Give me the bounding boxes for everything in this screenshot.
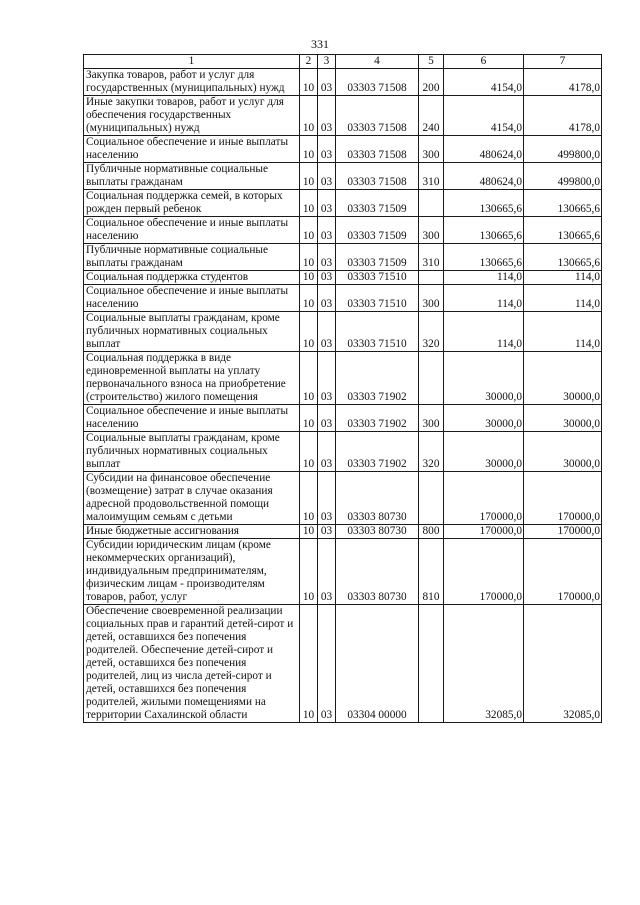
row-section: 10 bbox=[300, 472, 318, 525]
row-name: Субсидии юридическим лицам (кроме некоммерческих организаций), индивидуальным предпринимателям, физическим лицам - производителям товаров, работ, услуг bbox=[84, 539, 300, 605]
header-col-2: 2 bbox=[300, 55, 318, 69]
table-row bbox=[84, 163, 602, 190]
row-expense-type bbox=[419, 605, 444, 723]
row-amount-year1: 4154,0 bbox=[444, 96, 524, 136]
row-expense-type bbox=[419, 352, 444, 405]
row-amount-year2: 4178,0 bbox=[524, 69, 602, 96]
row-amount-year2: 30000,0 bbox=[524, 352, 602, 405]
row-target-article: 03303 71508 bbox=[336, 163, 419, 190]
row-amount-year2: 170000,0 bbox=[524, 539, 602, 605]
row-section: 10 bbox=[300, 69, 318, 96]
row-subsection: 03 bbox=[318, 163, 336, 190]
row-expense-type: 810 bbox=[419, 539, 444, 605]
row-name: Субсидии на финансовое обеспечение (возмещение) затрат в случае оказания адресной продовольственной помощи малоимущим семьям с детьми bbox=[84, 472, 300, 525]
row-name: Закупка товаров, работ и услуг для государственных (муниципальных) нужд bbox=[84, 69, 300, 96]
row-name: Социальные выплаты гражданам, кроме публичных нормативных социальных выплат bbox=[84, 312, 300, 352]
row-target-article: 03303 80730 bbox=[336, 472, 419, 525]
row-amount-year1: 114,0 bbox=[444, 312, 524, 352]
table-row bbox=[84, 525, 602, 539]
row-subsection: 03 bbox=[318, 405, 336, 432]
row-expense-type: 240 bbox=[419, 96, 444, 136]
row-section: 10 bbox=[300, 96, 318, 136]
table-row bbox=[84, 285, 602, 312]
row-name: Социальное обеспечение и иные выплаты населению bbox=[84, 217, 300, 244]
row-target-article: 03304 00000 bbox=[336, 605, 419, 723]
row-amount-year1: 32085,0 bbox=[444, 605, 524, 723]
row-amount-year2: 499800,0 bbox=[524, 136, 602, 163]
row-amount-year1: 30000,0 bbox=[444, 405, 524, 432]
row-section: 10 bbox=[300, 525, 318, 539]
row-subsection: 03 bbox=[318, 312, 336, 352]
row-amount-year1: 30000,0 bbox=[444, 352, 524, 405]
row-target-article: 03303 71902 bbox=[336, 405, 419, 432]
row-name: Публичные нормативные социальные выплаты гражданам bbox=[84, 163, 300, 190]
row-target-article: 03303 71509 bbox=[336, 217, 419, 244]
row-name: Социальные выплаты гражданам, кроме публичных нормативных социальных выплат bbox=[84, 432, 300, 472]
header-col-6: 6 bbox=[444, 55, 524, 69]
row-subsection: 03 bbox=[318, 525, 336, 539]
row-name: Социальное обеспечение и иные выплаты населению bbox=[84, 136, 300, 163]
table-row bbox=[84, 217, 602, 244]
row-subsection: 03 bbox=[318, 244, 336, 271]
header-col-4: 4 bbox=[336, 55, 419, 69]
header-col-1: 1 bbox=[84, 55, 300, 69]
row-section: 10 bbox=[300, 405, 318, 432]
row-section: 10 bbox=[300, 605, 318, 723]
page-number: 331 bbox=[311, 37, 329, 51]
row-section: 10 bbox=[300, 163, 318, 190]
table-row bbox=[84, 432, 602, 472]
table-row bbox=[84, 69, 602, 96]
row-subsection: 03 bbox=[318, 432, 336, 472]
row-amount-year1: 130665,6 bbox=[444, 217, 524, 244]
row-subsection: 03 bbox=[318, 69, 336, 96]
row-subsection: 03 bbox=[318, 190, 336, 217]
row-expense-type: 320 bbox=[419, 312, 444, 352]
row-amount-year2: 130665,6 bbox=[524, 190, 602, 217]
row-amount-year1: 480624,0 bbox=[444, 163, 524, 190]
row-amount-year2: 114,0 bbox=[524, 312, 602, 352]
row-subsection: 03 bbox=[318, 96, 336, 136]
row-expense-type bbox=[419, 472, 444, 525]
row-expense-type: 300 bbox=[419, 285, 444, 312]
row-target-article: 03303 71509 bbox=[336, 244, 419, 271]
row-subsection: 03 bbox=[318, 539, 336, 605]
row-section: 10 bbox=[300, 244, 318, 271]
row-name: Социальное обеспечение и иные выплаты населению bbox=[84, 405, 300, 432]
table-row bbox=[84, 405, 602, 432]
table-row bbox=[84, 136, 602, 163]
row-subsection: 03 bbox=[318, 285, 336, 312]
row-amount-year1: 170000,0 bbox=[444, 539, 524, 605]
table-row bbox=[84, 271, 602, 285]
row-target-article: 03303 71902 bbox=[336, 432, 419, 472]
row-name: Социальная поддержка семей, в которых рожден первый ребенок bbox=[84, 190, 300, 217]
row-section: 10 bbox=[300, 539, 318, 605]
row-amount-year2: 130665,6 bbox=[524, 217, 602, 244]
row-target-article: 03303 71510 bbox=[336, 312, 419, 352]
row-name: Иные бюджетные ассигнования bbox=[84, 525, 300, 539]
table-row bbox=[84, 605, 602, 723]
row-amount-year1: 170000,0 bbox=[444, 525, 524, 539]
row-amount-year2: 32085,0 bbox=[524, 605, 602, 723]
budget-table bbox=[83, 54, 602, 723]
row-amount-year2: 4178,0 bbox=[524, 96, 602, 136]
row-amount-year2: 170000,0 bbox=[524, 525, 602, 539]
row-name: Публичные нормативные социальные выплаты гражданам bbox=[84, 244, 300, 271]
table-row bbox=[84, 472, 602, 525]
row-subsection: 03 bbox=[318, 472, 336, 525]
row-amount-year2: 114,0 bbox=[524, 285, 602, 312]
row-amount-year2: 30000,0 bbox=[524, 432, 602, 472]
row-expense-type: 310 bbox=[419, 244, 444, 271]
table-row bbox=[84, 244, 602, 271]
row-section: 10 bbox=[300, 217, 318, 244]
row-expense-type: 300 bbox=[419, 136, 444, 163]
row-subsection: 03 bbox=[318, 352, 336, 405]
row-amount-year1: 30000,0 bbox=[444, 432, 524, 472]
row-amount-year2: 170000,0 bbox=[524, 472, 602, 525]
row-subsection: 03 bbox=[318, 605, 336, 723]
row-expense-type: 310 bbox=[419, 163, 444, 190]
row-section: 10 bbox=[300, 190, 318, 217]
row-amount-year2: 130665,6 bbox=[524, 244, 602, 271]
row-amount-year1: 170000,0 bbox=[444, 472, 524, 525]
row-amount-year1: 130665,6 bbox=[444, 244, 524, 271]
row-name: Социальная поддержка в виде единовременной выплаты на уплату первоначального взноса на приобретение (строительство) жилого помещения bbox=[84, 352, 300, 405]
row-section: 10 bbox=[300, 136, 318, 163]
table-header-row bbox=[84, 55, 602, 69]
row-expense-type: 320 bbox=[419, 432, 444, 472]
row-name: Социальное обеспечение и иные выплаты населению bbox=[84, 285, 300, 312]
row-target-article: 03303 71508 bbox=[336, 96, 419, 136]
row-subsection: 03 bbox=[318, 217, 336, 244]
row-target-article: 03303 71509 bbox=[336, 190, 419, 217]
row-target-article: 03303 71508 bbox=[336, 69, 419, 96]
header-col-5: 5 bbox=[419, 55, 444, 69]
header-col-7: 7 bbox=[524, 55, 602, 69]
row-name: Социальная поддержка студентов bbox=[84, 271, 300, 285]
row-section: 10 bbox=[300, 271, 318, 285]
table-row bbox=[84, 190, 602, 217]
row-target-article: 03303 80730 bbox=[336, 539, 419, 605]
row-expense-type bbox=[419, 190, 444, 217]
row-expense-type: 300 bbox=[419, 217, 444, 244]
row-expense-type: 800 bbox=[419, 525, 444, 539]
row-amount-year1: 130665,6 bbox=[444, 190, 524, 217]
row-subsection: 03 bbox=[318, 271, 336, 285]
row-expense-type bbox=[419, 271, 444, 285]
table-row bbox=[84, 312, 602, 352]
row-amount-year1: 114,0 bbox=[444, 271, 524, 285]
row-amount-year1: 4154,0 bbox=[444, 69, 524, 96]
row-amount-year1: 114,0 bbox=[444, 285, 524, 312]
row-target-article: 03303 71510 bbox=[336, 285, 419, 312]
row-section: 10 bbox=[300, 285, 318, 312]
row-target-article: 03303 71510 bbox=[336, 271, 419, 285]
row-expense-type: 200 bbox=[419, 69, 444, 96]
header-col-3: 3 bbox=[318, 55, 336, 69]
row-name: Иные закупки товаров, работ и услуг для обеспечения государственных (муниципальных) нужд bbox=[84, 96, 300, 136]
row-section: 10 bbox=[300, 352, 318, 405]
row-amount-year2: 499800,0 bbox=[524, 163, 602, 190]
row-target-article: 03303 71508 bbox=[336, 136, 419, 163]
row-target-article: 03303 71902 bbox=[336, 352, 419, 405]
row-expense-type: 300 bbox=[419, 405, 444, 432]
row-name: Обеспечение своевременной реализации социальных прав и гарантий детей-сирот и детей, оставшихся без попечения родителей. Обеспечение детей-сирот и детей, оставшихся без попечения родителей, лиц из числа детей-сирот и детей, оставшихся без попечения родителей, жилыми помещениями на территории Сахалинской области bbox=[84, 605, 300, 723]
row-subsection: 03 bbox=[318, 136, 336, 163]
row-section: 10 bbox=[300, 432, 318, 472]
table-row bbox=[84, 539, 602, 605]
row-target-article: 03303 80730 bbox=[336, 525, 419, 539]
row-section: 10 bbox=[300, 312, 318, 352]
table-row bbox=[84, 96, 602, 136]
row-amount-year2: 114,0 bbox=[524, 271, 602, 285]
table-row bbox=[84, 352, 602, 405]
row-amount-year2: 30000,0 bbox=[524, 405, 602, 432]
row-amount-year1: 480624,0 bbox=[444, 136, 524, 163]
